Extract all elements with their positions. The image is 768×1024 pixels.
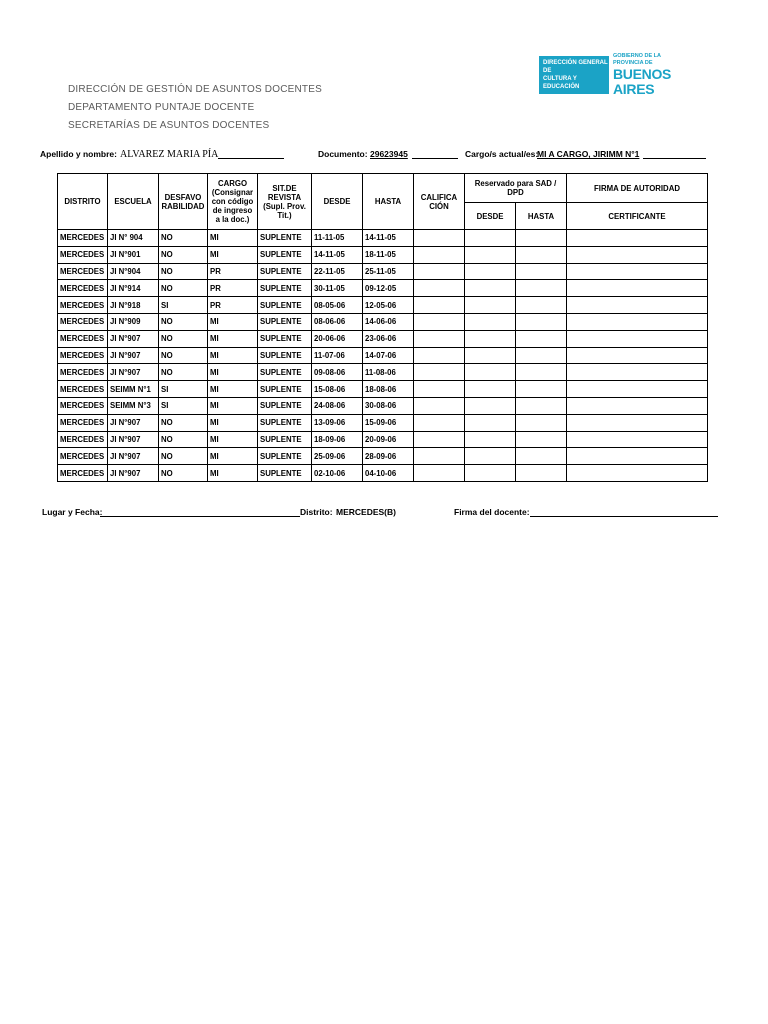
col-calificacion: CALIFICA CIÓN bbox=[414, 174, 465, 230]
table-row bbox=[58, 280, 708, 297]
cell-res-desde bbox=[465, 431, 516, 448]
cell-hasta: 09-12-05 bbox=[363, 280, 414, 297]
cell-sit: SUPLENTE bbox=[258, 364, 312, 381]
cell-firma bbox=[567, 297, 708, 314]
cell-sit: SUPLENTE bbox=[258, 414, 312, 431]
cell-desfavo: NO bbox=[159, 347, 208, 364]
cell-distrito: MERCEDES bbox=[58, 431, 108, 448]
cell-desde: 02-10-06 bbox=[312, 465, 363, 482]
table-row bbox=[58, 381, 708, 398]
cell-firma bbox=[567, 230, 708, 247]
cell-hasta: 30-08-06 bbox=[363, 397, 414, 414]
table-row bbox=[58, 313, 708, 330]
header-line-departamento: DEPARTAMENTO PUNTAJE DOCENTE bbox=[68, 102, 255, 113]
cell-cargo: MI bbox=[208, 397, 258, 414]
name-underline bbox=[218, 149, 284, 159]
cell-sit: SUPLENTE bbox=[258, 397, 312, 414]
cell-desde: 11-11-05 bbox=[312, 230, 363, 247]
cell-hasta: 18-11-05 bbox=[363, 246, 414, 263]
logo-left-line2: CULTURA Y EDUCACIÓN bbox=[543, 76, 580, 90]
cell-res-hasta bbox=[516, 263, 567, 280]
cell-escuela: JI N°907 bbox=[108, 431, 159, 448]
cell-distrito: MERCEDES bbox=[58, 397, 108, 414]
cell-cargo: PR bbox=[208, 297, 258, 314]
cell-distrito: MERCEDES bbox=[58, 364, 108, 381]
cell-distrito: MERCEDES bbox=[58, 297, 108, 314]
cell-firma bbox=[567, 448, 708, 465]
cell-cargo: MI bbox=[208, 364, 258, 381]
cell-calificacion bbox=[414, 230, 465, 247]
cell-res-hasta bbox=[516, 230, 567, 247]
cell-escuela: JI N°907 bbox=[108, 465, 159, 482]
footer-row bbox=[42, 507, 732, 521]
cell-desfavo: NO bbox=[159, 448, 208, 465]
cell-cargo: MI bbox=[208, 448, 258, 465]
cell-firma bbox=[567, 381, 708, 398]
cell-escuela: JI N°909 bbox=[108, 313, 159, 330]
info-row bbox=[40, 149, 720, 163]
cell-hasta: 11-08-06 bbox=[363, 364, 414, 381]
cell-firma bbox=[567, 246, 708, 263]
cell-firma bbox=[567, 280, 708, 297]
cell-firma bbox=[567, 313, 708, 330]
cell-calificacion bbox=[414, 397, 465, 414]
cell-res-desde bbox=[465, 263, 516, 280]
cell-res-desde bbox=[465, 397, 516, 414]
cell-distrito: MERCEDES bbox=[58, 381, 108, 398]
cell-desfavo: SI bbox=[159, 397, 208, 414]
logo-right-big: BUENOS AIRES bbox=[613, 66, 672, 97]
col-reservado: Reservado para SAD / DPD bbox=[465, 174, 567, 203]
cell-res-hasta bbox=[516, 364, 567, 381]
cell-sit: SUPLENTE bbox=[258, 230, 312, 247]
col-sit-revista: SIT.DE REVISTA (Supl. Prov. Tit.) bbox=[258, 174, 312, 230]
cell-hasta: 18-08-06 bbox=[363, 381, 414, 398]
cell-desfavo: NO bbox=[159, 414, 208, 431]
col-firma: FIRMA DE AUTORIDAD bbox=[567, 174, 708, 203]
cell-sit: SUPLENTE bbox=[258, 381, 312, 398]
col-cargo: CARGO (Consignar con código de ingreso a la doc.) bbox=[208, 174, 258, 230]
cell-calificacion bbox=[414, 364, 465, 381]
cell-res-desde bbox=[465, 297, 516, 314]
cell-escuela: JI N°907 bbox=[108, 364, 159, 381]
gobierno-logo bbox=[539, 53, 689, 97]
col-certificante: CERTIFICANTE bbox=[567, 203, 708, 230]
cell-res-desde bbox=[465, 414, 516, 431]
cell-cargo: MI bbox=[208, 246, 258, 263]
cell-sit: SUPLENTE bbox=[258, 448, 312, 465]
cell-hasta: 12-05-06 bbox=[363, 297, 414, 314]
cell-desde: 20-06-06 bbox=[312, 330, 363, 347]
cell-distrito: MERCEDES bbox=[58, 330, 108, 347]
table-row bbox=[58, 297, 708, 314]
cell-distrito: MERCEDES bbox=[58, 230, 108, 247]
cell-desde: 08-05-06 bbox=[312, 297, 363, 314]
name-value: ALVAREZ MARIA PÍA bbox=[120, 149, 219, 160]
table-row bbox=[58, 246, 708, 263]
cell-res-hasta bbox=[516, 381, 567, 398]
cell-escuela: JI N°907 bbox=[108, 414, 159, 431]
cargo-value: MI A CARGO, JIRIMM N°1 bbox=[537, 149, 640, 159]
table-row bbox=[58, 364, 708, 381]
cell-calificacion bbox=[414, 313, 465, 330]
doc-underline bbox=[412, 149, 458, 159]
cell-calificacion bbox=[414, 465, 465, 482]
cell-desfavo: NO bbox=[159, 330, 208, 347]
cell-sit: SUPLENTE bbox=[258, 263, 312, 280]
cell-distrito: MERCEDES bbox=[58, 313, 108, 330]
cargo-underline bbox=[643, 149, 706, 159]
cell-calificacion bbox=[414, 280, 465, 297]
table-row bbox=[58, 431, 708, 448]
cell-calificacion bbox=[414, 414, 465, 431]
cell-sit: SUPLENTE bbox=[258, 280, 312, 297]
cell-res-desde bbox=[465, 313, 516, 330]
col-res-hasta: HASTA bbox=[516, 203, 567, 230]
cell-calificacion bbox=[414, 448, 465, 465]
cell-firma bbox=[567, 397, 708, 414]
cell-calificacion bbox=[414, 347, 465, 364]
cell-calificacion bbox=[414, 246, 465, 263]
cell-res-hasta bbox=[516, 246, 567, 263]
cell-firma bbox=[567, 364, 708, 381]
cell-desfavo: SI bbox=[159, 381, 208, 398]
cell-desde: 18-09-06 bbox=[312, 431, 363, 448]
table-row bbox=[58, 465, 708, 482]
cell-res-hasta bbox=[516, 313, 567, 330]
cell-distrito: MERCEDES bbox=[58, 448, 108, 465]
cell-res-hasta bbox=[516, 330, 567, 347]
cell-res-desde bbox=[465, 230, 516, 247]
header-lines bbox=[68, 84, 322, 138]
cell-sit: SUPLENTE bbox=[258, 330, 312, 347]
cell-calificacion bbox=[414, 431, 465, 448]
logo-dgce-block bbox=[539, 56, 609, 94]
cell-sit: SUPLENTE bbox=[258, 313, 312, 330]
cell-desfavo: NO bbox=[159, 465, 208, 482]
cell-res-desde bbox=[465, 364, 516, 381]
cell-escuela: SEIMM N°1 bbox=[108, 381, 159, 398]
cell-firma bbox=[567, 414, 708, 431]
logo-provincia-block bbox=[609, 53, 689, 97]
cell-res-hasta bbox=[516, 465, 567, 482]
table-row bbox=[58, 330, 708, 347]
cell-hasta: 25-11-05 bbox=[363, 263, 414, 280]
col-escuela: ESCUELA bbox=[108, 174, 159, 230]
cell-cargo: MI bbox=[208, 313, 258, 330]
table-row bbox=[58, 414, 708, 431]
cell-desde: 24-08-06 bbox=[312, 397, 363, 414]
table-row bbox=[58, 230, 708, 247]
cell-desfavo: NO bbox=[159, 364, 208, 381]
cell-desde: 09-08-06 bbox=[312, 364, 363, 381]
cargo-label: Cargo/s actual/es: bbox=[465, 149, 539, 159]
cell-desfavo: NO bbox=[159, 246, 208, 263]
cell-res-desde bbox=[465, 448, 516, 465]
cell-desde: 25-09-06 bbox=[312, 448, 363, 465]
table-row bbox=[58, 448, 708, 465]
cell-firma bbox=[567, 431, 708, 448]
cell-desfavo: SI bbox=[159, 297, 208, 314]
firma-docente-field bbox=[530, 507, 718, 517]
cell-res-desde bbox=[465, 246, 516, 263]
cell-escuela: JI N°907 bbox=[108, 347, 159, 364]
cell-res-desde bbox=[465, 347, 516, 364]
cell-escuela: JI N° 904 bbox=[108, 230, 159, 247]
cell-calificacion bbox=[414, 297, 465, 314]
logo-right-small: GOBIERNO DE LA PROVINCIA DE bbox=[613, 53, 661, 66]
cell-firma bbox=[567, 263, 708, 280]
cell-escuela: SEIMM N°3 bbox=[108, 397, 159, 414]
cell-res-hasta bbox=[516, 280, 567, 297]
header-line-secretarias: SECRETARÍAS DE ASUNTOS DOCENTES bbox=[68, 120, 270, 131]
col-desde: DESDE bbox=[312, 174, 363, 230]
cell-res-hasta bbox=[516, 397, 567, 414]
cell-escuela: JI N°907 bbox=[108, 330, 159, 347]
cell-cargo: PR bbox=[208, 263, 258, 280]
cell-hasta: 28-09-06 bbox=[363, 448, 414, 465]
cell-escuela: JI N°901 bbox=[108, 246, 159, 263]
cell-calificacion bbox=[414, 330, 465, 347]
col-res-desde: DESDE bbox=[465, 203, 516, 230]
cell-cargo: MI bbox=[208, 330, 258, 347]
cell-hasta: 15-09-06 bbox=[363, 414, 414, 431]
table-row bbox=[58, 263, 708, 280]
cell-sit: SUPLENTE bbox=[258, 297, 312, 314]
table-body bbox=[58, 230, 708, 482]
cell-hasta: 14-07-06 bbox=[363, 347, 414, 364]
doc-label: Documento: bbox=[318, 149, 368, 159]
cell-desde: 15-08-06 bbox=[312, 381, 363, 398]
cell-firma bbox=[567, 465, 708, 482]
cell-escuela: JI N°904 bbox=[108, 263, 159, 280]
cell-desfavo: NO bbox=[159, 431, 208, 448]
cell-desfavo: NO bbox=[159, 313, 208, 330]
cell-distrito: MERCEDES bbox=[58, 263, 108, 280]
cell-res-desde bbox=[465, 381, 516, 398]
col-distrito: DISTRITO bbox=[58, 174, 108, 230]
cell-hasta: 20-09-06 bbox=[363, 431, 414, 448]
table-row bbox=[58, 397, 708, 414]
cell-hasta: 23-06-06 bbox=[363, 330, 414, 347]
cell-distrito: MERCEDES bbox=[58, 280, 108, 297]
antecedentes-table bbox=[57, 173, 708, 482]
cell-desde: 14-11-05 bbox=[312, 246, 363, 263]
cell-cargo: MI bbox=[208, 230, 258, 247]
cell-distrito: MERCEDES bbox=[58, 465, 108, 482]
cell-desde: 22-11-05 bbox=[312, 263, 363, 280]
cell-distrito: MERCEDES bbox=[58, 414, 108, 431]
lugar-label: Lugar y Fecha: bbox=[42, 507, 103, 517]
cell-distrito: MERCEDES bbox=[58, 246, 108, 263]
cell-sit: SUPLENTE bbox=[258, 246, 312, 263]
doc-value: 29623945 bbox=[370, 149, 408, 159]
cell-desfavo: NO bbox=[159, 230, 208, 247]
cell-desde: 30-11-05 bbox=[312, 280, 363, 297]
cell-sit: SUPLENTE bbox=[258, 465, 312, 482]
cell-res-desde bbox=[465, 330, 516, 347]
col-hasta: HASTA bbox=[363, 174, 414, 230]
cell-desfavo: NO bbox=[159, 280, 208, 297]
col-desfavorabilidad: DESFAVO RABILIDAD bbox=[159, 174, 208, 230]
cell-cargo: MI bbox=[208, 465, 258, 482]
cell-firma bbox=[567, 347, 708, 364]
cell-hasta: 04-10-06 bbox=[363, 465, 414, 482]
name-label: Apellido y nombre: bbox=[40, 149, 117, 159]
cell-calificacion bbox=[414, 381, 465, 398]
cell-cargo: MI bbox=[208, 381, 258, 398]
distrito-label: Distrito: bbox=[300, 507, 333, 517]
cell-hasta: 14-06-06 bbox=[363, 313, 414, 330]
lugar-fecha-field bbox=[100, 507, 300, 517]
cell-desde: 13-09-06 bbox=[312, 414, 363, 431]
cell-calificacion bbox=[414, 263, 465, 280]
table-row bbox=[58, 347, 708, 364]
cell-firma bbox=[567, 330, 708, 347]
cell-res-desde bbox=[465, 280, 516, 297]
cell-cargo: MI bbox=[208, 414, 258, 431]
logo-left-line1: DIRECCIÓN GENERAL DE bbox=[543, 60, 608, 74]
firma-label: Firma del docente: bbox=[454, 507, 530, 517]
cell-escuela: JI N°914 bbox=[108, 280, 159, 297]
cell-desde: 08-06-06 bbox=[312, 313, 363, 330]
cell-desfavo: NO bbox=[159, 263, 208, 280]
cell-sit: SUPLENTE bbox=[258, 347, 312, 364]
cell-cargo: PR bbox=[208, 280, 258, 297]
cell-res-desde bbox=[465, 465, 516, 482]
cell-desde: 11-07-06 bbox=[312, 347, 363, 364]
cell-escuela: JI N°907 bbox=[108, 448, 159, 465]
cell-res-hasta bbox=[516, 448, 567, 465]
distrito-value: MERCEDES(B) bbox=[336, 507, 396, 517]
cell-res-hasta bbox=[516, 297, 567, 314]
cell-sit: SUPLENTE bbox=[258, 431, 312, 448]
cell-cargo: MI bbox=[208, 431, 258, 448]
cell-cargo: MI bbox=[208, 347, 258, 364]
cell-hasta: 14-11-05 bbox=[363, 230, 414, 247]
header-line-direccion: DIRECCIÓN DE GESTIÓN DE ASUNTOS DOCENTES bbox=[68, 84, 322, 95]
cell-distrito: MERCEDES bbox=[58, 347, 108, 364]
cell-escuela: JI N°918 bbox=[108, 297, 159, 314]
cell-res-hasta bbox=[516, 347, 567, 364]
cell-res-hasta bbox=[516, 431, 567, 448]
cell-res-hasta bbox=[516, 414, 567, 431]
